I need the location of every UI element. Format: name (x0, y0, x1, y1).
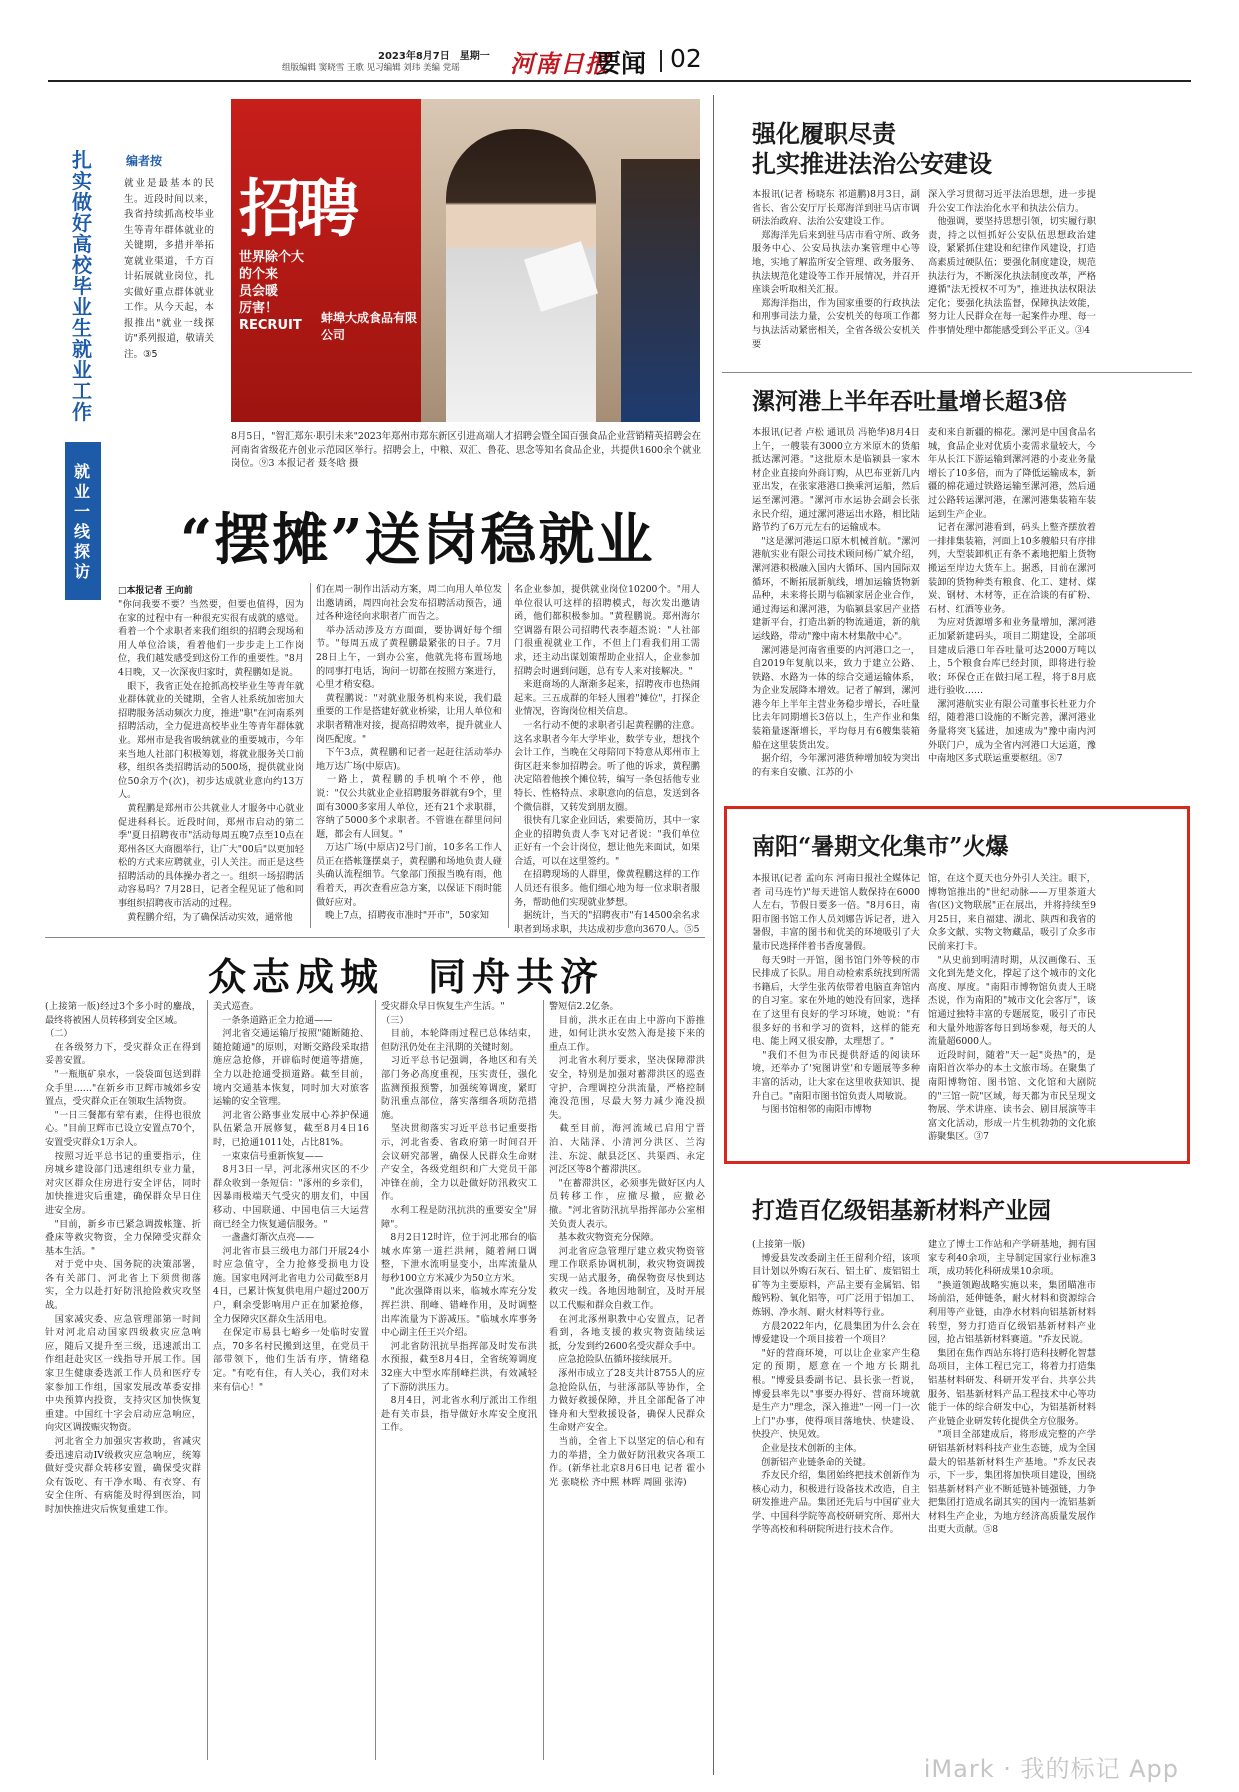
relief-headline: 众志成城 同舟共济 (208, 954, 605, 999)
editor-note-text: 就业是最基本的民生。近段时间以来，我省持续抓高校毕业生等青年群体就业的关键期，多措并举拓宽就业渠道，千方百计拓展就业岗位，扎实做好重点群体就业工作。从今天起，本报推出"就业一线探访"系列报道，敬请关注。③5 (124, 178, 214, 360)
photo-caption: 8月5日，"智汇郑东·职引未来"2023年郑州市郑东新区引进高端人才招聘会暨全国百强食品企业营销精英招聘会在河南省省级花卉创业示范园区举行。招聘会上，中粮、双汇、鲁花、思念等知名食品企业，共提供1600余个就业岗位。⑨3 本报记者 聂冬晗 摄 (231, 431, 701, 470)
relief-col-1: (上接第一版)经过3个多小时的鏖战，最终将被困人员转移到安全区域。 （二） 在各级努力下，受灾群众正在得到妥善安置。 "一瓶瓶矿泉水，一袋袋面包送到群众手里……"在新乡市卫辉市城郊乡安置点，受灾群众正在领取生活物资。 "一日三餐都有荤有素，住得也很放心。"目前卫辉市已设立安置点70个，安置受灾群众1万余人。 按照习近平总书记的重要指示，住房城乡建设部门迅速组织专业力量，对灾区群众住房进行安全评估，同时加快推进灾后重建，确保群众早日住进安全房。 "目前，新乡市已紧急调拨帐篷、折叠床等救灾物资，全力保障受灾群众基本生活。" 对于党中央、国务院的决策部署，各有关部门、河北省上下须贯彻落实，全力以赴打好防汛抢险救灾攻坚战。 国家减灾委、应急管理部第一时间针对河北启动国家四级救灾应急响应，随后又提升至三级，迅速派出工作组赶赴灾区一线指导开展工作。国家卫生健康委选派工作人员和医疗专家参加工作组，国家发展改革委安排中央预算内投资，支持灾区加快恢复重建。中国红十字会启动应急响应，向灾区调拨赈灾物资。 河北省全力加强灾害救助，省减灾委迅速启动IV级救灾应急响应，统筹做好受灾群众转移安置，确保受灾群众有饭吃、有干净水喝、有衣穿、有安全住所、有病能及时得到医治，同时加快推进灾后恢复重建工作。 (45, 1001, 201, 1515)
story2-col-2: 麦和来自新疆的棉花。漯河是中国食品名城，食品企业对优质小麦需求量较大，今年从长江下游运输到漯河港的小麦业务量增长了10多倍，而为了降低运输成本，新疆的棉花通过铁路运输至漯河港，然后通过公路转运漯河港，在漯河港集装箱车装运到生产企业。 记者在漯河港看到，码头上整齐摆放着一排排集装箱，河面上10多艘船只有序排列，大型装卸机正有条不紊地把船上货物搬运至岸边大货车上。据悉，目前在漯河装卸的货物种类有粮食、化工、建材、煤炭、钢材、木材等，正在洽谈的有矿粉、石材、红酒等业务。 为应对货源增多和业务量增加，漯河港正加紧新建码头，项目二期建设，全部项目建成后港口年吞吐量可达2000万吨以上，5个粮食台库已经封顶，即将进行验收；环保仓正在做扫尾工程，将于8月底进行验收…… 漯河港航实业有限公司董事长杜亚力介绍，随着港口设施的不断完善，漯河港业务量将突飞猛进，加速成为"豫中南内河外联门户，成为全省内河港口大运道，豫中南地区多式联运重要枢纽。⑧7 (928, 427, 1096, 765)
story3-headline: 南阳“暑期文化集市”火爆 (752, 833, 1009, 860)
story1-headline-1: 强化履职尽责 (752, 119, 896, 148)
story4-headline: 打造百亿级铝基新材料产业园 (752, 1197, 1051, 1224)
story2-col-1: 本报讯(记者 卢松 通讯员 冯艳华)8月4日上午，一艘装有3000立方米原木的货船抵达漯河港。"这批原木是临颍县一家木材企业直接向外商订购，从巴布亚新几内亚出发，在张家港港口换乘河运船，然后运至漯河港。"漯河市水运协会副会长张永民介绍，通过漯河港运出水路，相比陆路节约了6万元左右的运输成本。 "这是漯河港运口原木机械首航。"漯河港航实业有限公司技术顾问杨广斌介绍，漯河港积极融入国内大循环、国内国际双循环，不断拓展新航线，增加运输货物新品种，未来将长期与临颍家居企业合作，通过海运和漯河港，为临颍县家居产业搭建新平台，打造出新的物流通道，新的航运线路，带动"豫中南木材集散中心"。 漯河港是河南省重要的内河港口之一，自2019年复航以来，致力于建立公路、铁路、水路为一体的综合交通运输体系，为企业发展降本增效。记者了解到，漯河港今年上半年主营业务稳步增长，吞吐量比去年同期增长3倍以上，生产作业和集装箱量逐渐增长，平均每月有6艘集装箱船在这里装货出发。 据介绍，今年漯河港货种增加较为突出的有来自安徽、江苏的小 (752, 427, 920, 778)
story2-headline: 漯河港上半年吞吐量增长超3倍 (752, 388, 1068, 415)
col-divider (508, 583, 509, 928)
banner-text: 世界除个大 的个来 员会暖 厉害！ RECRUIT (239, 250, 305, 333)
main-col-1: "你问我要不要？当然要，但要也值得，因为在家的过程中有一种很充实很有成就的感觉。看着一个个求职者来我们组织的招聘会现场和用人单位洽谈，看着他们一步步走上工作岗位，我们越发感受到这份工作的重要性。"8月4日晚，又一次深夜归家时，黄程鹏如是说。 眼下，我省正处在抢抓高校毕业生等青年就业群体就业的关键期，全省人社系统加密加大招聘服务活动频次力度，推进"职"在河南系列招聘活动，全力促进高校毕业生等青年群体就业。郑州市是我省吸纳就业的重要城市，今年来当地人社部门积极筹划，将就业服务关口前移，组织各类招聘活动的500场，提供就业岗位50余万个(次)，初步达成就业意向约13万人。 黄程鹏是郑州市公共就业人才服务中心就业促进科科长。近段时间，郑州市启动的第二季"夏日招聘夜市"活动每周五晚7点至10点在郑州各区大商圈举行，让广大"00后"以更加轻松的方式来应聘就业，引人关注。而正是这些招聘活动的具体操办者之一。组织一场招聘活动容易吗？7月28日，记者全程见证了他和同事组织招聘夜市活动的过程。 黄程鹏介绍，为了确保活动实效，通常他 (118, 599, 304, 923)
col-divider (310, 583, 311, 928)
main-byline: □本报记者 王向前 (118, 586, 193, 596)
col-divider (207, 1000, 208, 1760)
banner-title: 招聘 (239, 172, 356, 245)
story3-col-2: 馆，在这个夏天也分外引人关注。眼下，博物馆推出的"世纪动脉——万里茶道大省(区)文物联展"正在展出，并将持续至9月25日，来自福建、湖北、陕西和我省的众多文献、实物文物藏品，吸引了众多市民前来打卡。 "从史前到明清时期，从汉画像石、玉文化到先楚文化，撑起了这个城市的文化高度、厚度。"南阳市博物馆负责人王晓杰说，作为南阳的"城市文化会客厅"，该馆通过独特丰富的专题展览，吸引了市民和大量外地游客每日到场参观，每天的人流量超6000人。 近段时间，随着"天一起"炎热"的，是南阳首次举办的本土文旅市场。在聚集了南阳博物馆、图书馆、文化馆和大剧院的"三馆一院"区域，每天都为市民呈现文物展、学术讲座、读书会、剧目展演等丰富文化活动，形成一片生机勃勃的文化旅游聚集区。③7 (928, 873, 1096, 1143)
story1-col-2: 深入学习贯彻习近平法治思想，进一步提升公安工作法治化水平和执法公信力。 他强调，要坚持思想引领，切实履行职责，持之以恒抓好公安队伍思想政治建设，紧紧抓住建设和纪律作风建设，打造高素质过硬队伍；要强化制度建设，规范执法行为，不断深化执法制度改革，严格遵循"法无授权不可为"，推进执法权限法定化；要强化执法监督，保障执法效能，努力让人民群众在每一起案件办理、每一件事情处理中都能感受到公平正义。③4 (928, 189, 1096, 336)
section-rule (722, 372, 1192, 373)
banner-company: 蚌埠大成食品有限公司 (321, 311, 418, 342)
section-name: 要闻 (596, 49, 647, 78)
col-divider (543, 1000, 544, 1760)
job-seeker-figure (621, 159, 700, 422)
main-col-3: 名企业参加，提供就业岗位10200个。"用人单位很认可这样的招聘模式，每次发出邀请函，他们都积极参加。"黄程鹏说。郑州海尔空调器有限公司招聘代表李超杰说："人社部门很重视就业工作，不但上门看我们用工需求，还主动出谋划策帮助企业招人，企业参加招聘会时遇到问题，总有专人来对接解决。" 来逛商场的人渐渐多起来，招聘夜市也热闹起来。三五成群的年轻人围着"摊位"，打探企业情况，咨询岗位相关信息。 一名行动不便的求职者引起黄程鹏的注意。这名求职者今年大学毕业，数学专业，想找个会计工作，当晚在父母陪同下特意从郑州市上街区赶来参加招聘会。听了他的诉求，黄程鹏决定陪着他挨个摊位转，编写一条包括他专业特长、性格特点、求职意向的信息，发送到各个微信群，又转发到朋友圈。 很快有几家企业回话，索要简历，其中一家企业的招聘负责人李飞对记者说："我们单位正好有一个会计岗位，想让他先来面试，如果合适，可以在这里签约。" 在招聘现场的人群里，像黄程鹏这样的工作人员还有很多。他们细心地为每一位求职者服务，帮助他们实现就业梦想。 据统计，当天的"招聘夜市"有14500余名求职者到场求职，共达成初步意向3670人。⑤5 (514, 584, 700, 935)
editor-note-label: 编者按 (126, 154, 163, 168)
relief-col-3: 受灾群众早日恢复生产生活。" （三） 目前，本轮降雨过程已总体结束，但防汛仍处在主汛期的关键时刻。 习近平总书记强调，各地区和有关部门务必高度重视，压实责任，强化监测预报预警，加强统筹调度，紧盯防汛重点部位，落实落细各项防范措施。 坚决贯彻落实习近平总书记重要指示，河北省委、省政府第一时间召开会议研究部署，确保人民群众生命财产安全，各级党组织和广大党员干部冲锋在前，全力以赴做好防汛救灾工作。 水利工程是防汛抗洪的重要安全"屏障"。 8月2日12时许，位于河北邢台的临城水库第一道拦洪闸，随着闸口调整，下泄水流明显变小，出库流量从每秒100立方米减少为50立方米。 "此次强降雨以来，临城水库充分发挥拦洪、削峰、错峰作用，及时调整出库流量为下游减压。"临城水库事务中心副主任王兴介绍。 河北省防汛抗旱指挥部及时发布洪水预报，截至8月4日，全省统筹调度32座大中型水库削峰拦洪，有效减轻了下游防洪压力。 8月4日，河北省水利厅派出工作组赴有关市县，指导做好水库安全度汛工作。 (381, 1001, 537, 1434)
main-col-2: 们在周一制作出活动方案，周二向用人单位发出邀请函，周四向社会发布招聘活动预告，通过各种途径向求职者广而告之。 举办活动涉及方方面面，要协调好每个细节。"每周五成了黄程鹏最紧张的日子。7月28日上午，一到办公室，他就先将布置场地的同事打电话，询问一切都在按照方案进行，心里才稍安稳。 黄程鹏说："对就业服务机构来说，我们最重要的工作是搭建好就业桥梁，让用人单位和求职者精准对接，提高招聘效率，提升就业人岗匹配度。" 下午3点，黄程鹏和记者一起赶往活动举办地万达广场(中原店)。 一路上，黄程鹏的手机响个不停，他说："仅公共就业企业招聘服务群就有9个，里面有3000多家用人单位，还有21个求职群，容纳了5000多个求职者。不管谁在群里问问题，都会有人回复。" 万达广场(中原店)2号门前，10多名工作人员正在搭帐篷摆桌子，黄程鹏和场地负责人碰头确认流程细节。气象部门预报当晚有雨，他看着天，再次查看应急方案，以保证下雨时能做好应对。 晚上7点，招聘夜市准时"开市"，50家知 (316, 584, 502, 922)
section-divider (660, 50, 662, 72)
masthead-date: 2023年8月7日 星期一 (378, 51, 490, 62)
story3-col-1: 本报讯(记者 孟向东 河南日报社全媒体记者 司马连竹)"每天进馆人数保持在6000人左右，节假日要多一倍。"8月6日，南阳市图书馆工作人员刘娜告诉记者，进入暑假，丰富的图书和优美的环境吸引了大量市民选择伴着书香度暑假。 每天9时一开馆，图书馆门外等候的市民排成了长队。用自动检索系统找到所需书籍后，大学生张芮依带着电脑直奔馆内的自习室。家在外地的她没有回家，选择在了这里有良好的学习环境，她说："有很多好的书和学习的资料，这样的能充电、能上网又很安静，太理想了。" "我们不但为市民提供舒适的阅读环境，还举办了'宛图讲堂'和专题展等多种丰富的活动，让大家在这里收获知识、提升自己。"南阳市图书馆负责人周敏说。 与图书馆相邻的南阳市博物 (752, 873, 920, 1116)
story1-col-1: 本报讯(记者 杨晓东 祁道鹏)8月3日，副省长、省公安厅厅长郑海洋到驻马店市调研法治政府、法治公安建设工作。 郑海洋先后来到驻马店市看守所、政务服务中心、公安局执法办案管理中心等地，实地了解监所安全管理、政务服务、执法规范化建设等工作开展情况，并召开座谈会听取相关汇报。 郑海洋指出，作为国家重要的行政执法和刑事司法力量，公安机关的每项工作都与执法活动紧密相关，全省各级公安机关要 (752, 189, 920, 350)
main-headline: “摆摊”送岗稳就业 (180, 507, 655, 573)
masthead-editors: 组版编辑 窦晓雪 王歌 见习编辑 刘玮 美编 党瑶 (282, 63, 460, 73)
story1-headline-2: 扎实推进法治公安建设 (752, 149, 992, 178)
recruitment-photo (231, 99, 700, 422)
masthead-rule (48, 80, 1191, 82)
sidebar-subtitle: 就业一线探访 (74, 462, 91, 581)
paper-logo: 河南日报 (510, 49, 610, 78)
relief-col-2: 美式巡查。 一条条道路正全力抢通—— 河北省交通运输厅按照"随断随抢、随抢随通"的原则，对断交路段采取措施应急抢修，开辟临时便道等措施，全力以赴抢通受损道路。截至目前，境内交通基本恢复，同时加大对旅客运输的安全管理。 河北省公路事业发展中心养护保通队伍紧急开展修复，截至8月4日16时，已抢通1011处，占比81%。 一束束信号重新恢复—— 8月3日一早，河北涿州灾区的不少群众收到一条短信："涿州的乡亲们，因暴雨极端天气受灾的朋友们，中国移动、中国联通、中国电信三大运营商已经全力恢复通信服务。" 一盏盏灯渐次点亮—— 河北省市县三级电力部门开展24小时应急值守，全力抢修受损电力设施。国家电网河北省电力公司截至8月4日，已累计恢复供电用户超过200万户，剩余受影响用户正在加紧抢修，全力保障灾区群众生活用电。 在保定市易县七峪乡一处临时安置点，70多名村民搬到这里，在党员干部带领下，他们生活有序，情绪稳定。"有吃有住，有人关心，我们对未来有信心！" (213, 1001, 369, 1393)
col-divider (375, 1000, 376, 1760)
section-rule (45, 937, 705, 938)
app-watermark: iMark · 我的标记 App (923, 1755, 1179, 1783)
story4-col-1: (上接第一版) 博爱县发改委副主任王留利介绍，该项目计划以外购石灰石、铝土矿、废铝铝土矿等为主要原料，产品主要有金属铝、铝酸钙粉、氧化铝等，可广泛用于铝加工、炼钢、净水剂、耐火材料等行业。 方晨2022年内，亿晨集团为什么会在博爱建设一个项目接着一个项目？ "好的营商环境，可以让企业家产生稳定的预期，愿意在一个地方长期扎根。"博爱县委副书记、县长张一哲说，博爱县率先以"事要办得好、营商环境就是生产力"理念，深入推进"一网一门一次上门"办事，使得项目落地快、快建设、快投产、快见效。 企业是技术创新的主体。 创新铝产业链条命的关键。 乔友民介绍，集团始终把技术创新作为核心动力，积极进行设备技术改造，自主研发推进产品。集团还先后与中国矿业大学、中国科学院等高校研研究所、郑州大学等高校和科研院所进行技术合作。 (752, 1239, 920, 1536)
relief-col-4: 警短信2.2亿条。 目前，洪水正在由上中游向下游推进，如何让洪水安然入海是接下来的重点工作。 河北省水利厅要求，坚决保障滞洪安全，特别是加强对蓄滞洪区的巡查守护，合理调控分洪流量，严格控制淹没范围，尽最大努力减少淹没损失。 截至目前，海河流域已启用宁晋泊、大陆泽、小清河分洪区、兰沟洼、东淀、献县泛区、共渠西、永定河泛区等8个蓄滞洪区。 "在蓄滞洪区，必须事先做好区内人员转移工作，应撤尽撤，应撤必撤。"河北省防汛抗旱指挥部办公室相关负责人表示。 基本救灾物资充分保障。 河北省应急管理厅建立救灾物资管理工作联系协调机制，救灾物资调拨实现一站式服务，确保物资尽快到达救灾一线。各地因地制宜，及时开展以工代赈和群众自救工作。 在河北涿州职教中心安置点，记者看到，各地支援的救灾物资陆续运抵，分发到约2600名受灾群众手中。 应急抢险队伍循环接续展开。 涿州市成立了28支共计8755人的应急抢险队伍，与驻涿部队等协作，全力做好救援保障，并且全部配备了冲锋舟和大型救援设备，确保人民群众生命财产安全。 当前，全省上下以坚定的信心和有力的举措，全力做好防汛救灾各项工作。(新华社北京8月6日电 记者 霍小光 张晓松 齐中熙 林晖 周圆 张涛) (549, 1001, 705, 1488)
sidebar-title: 扎实做好高校毕业生就业工作 (72, 148, 92, 424)
page-divider (713, 95, 714, 1775)
page-number: 02 (670, 44, 702, 73)
story4-col-2: 建立了博士工作站和产学研基地，拥有国家专利40余项，主导制定国家行业标准3项，成功转化科研成果10余项。 "换道领跑战略实施以来，集团瞄准市场前沿，延伸链条，耐火材料和资源综合利用等产业链，由净水材料向铝基新材料转型，努力打造百亿级铝基新材料产业园，抢占铝基新材料赛道。"乔友民说。 集团在焦作西站东将打造科技孵化智慧岛项目，主体工程已完工，将着力打造集铝基材料研发、科研开发平台、共享公共服务、铝基新材料产品工程技术中心等功能于一体的综合研发中心，为铝基新材料产业链企业研发转化提供全方位服务。 "项目全部建成后，将形成完整的产学研铝基新材料科技产业生态链，成为全国最大的铝基新材料生产基地。"乔友民表示，下一步，集团将加快项目建设，围绕铝基新材料产业不断延链补链强链，力争把集团打造成名副其实的国内一流铝基新材料生产企业，为地方经济高质量发展作出更大贡献。⑤8 (928, 1239, 1096, 1536)
